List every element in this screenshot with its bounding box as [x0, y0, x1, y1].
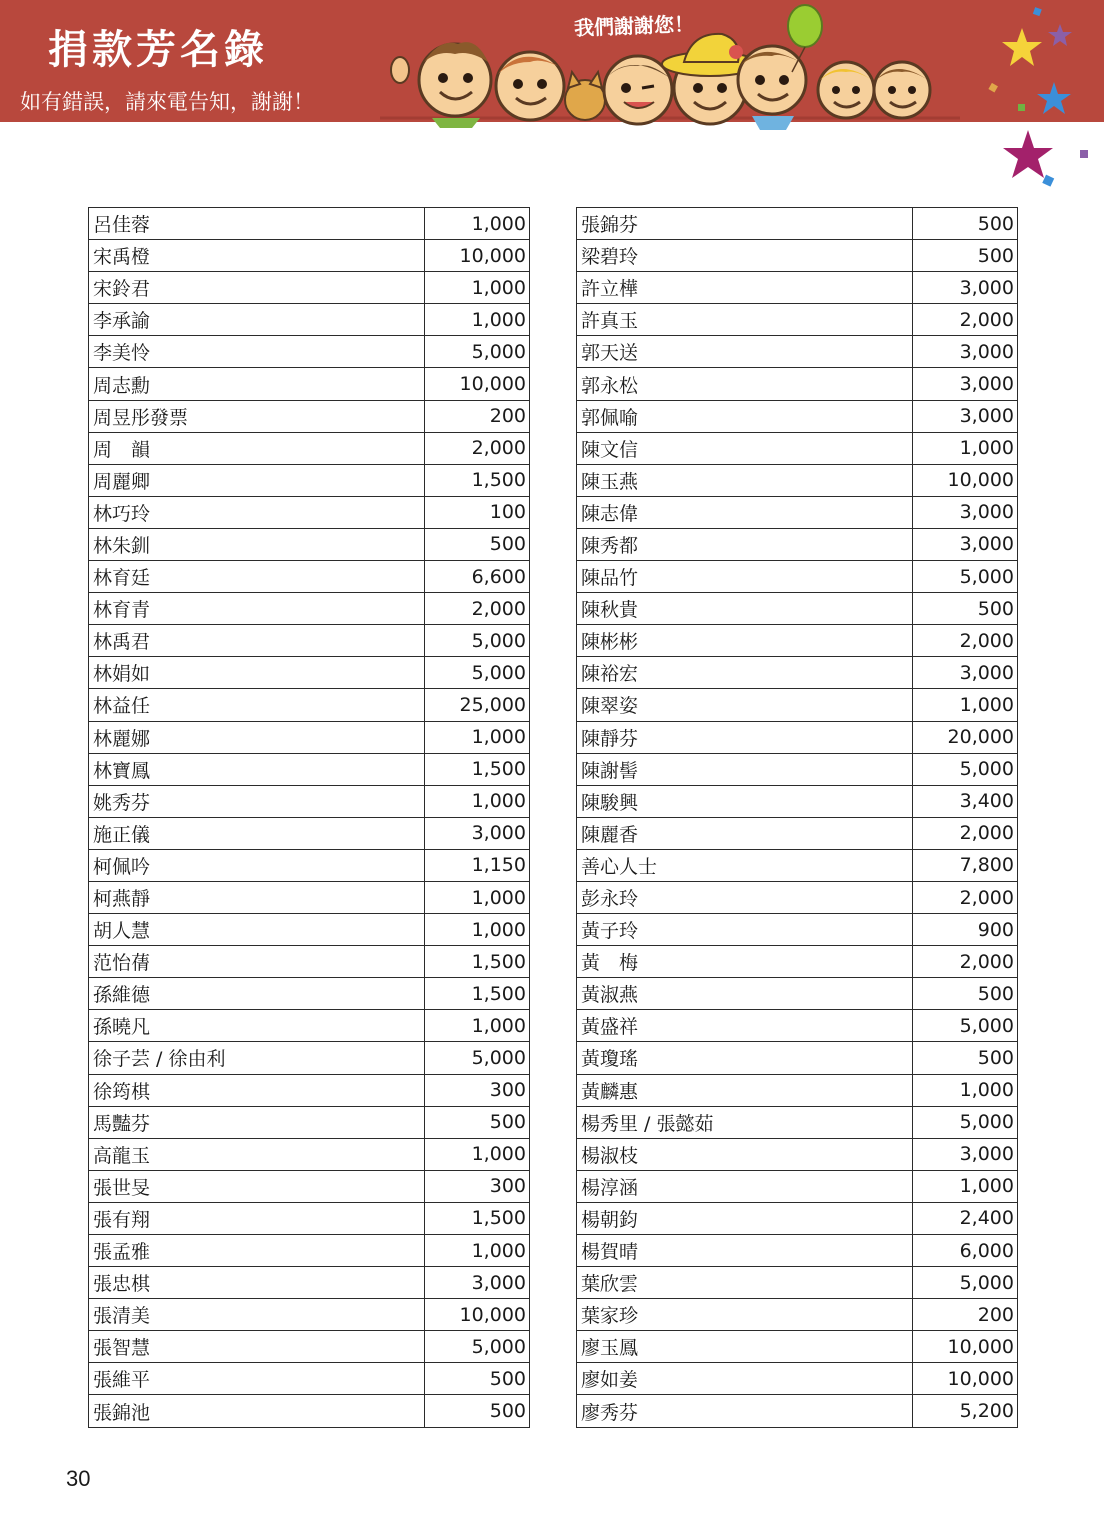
donor-row [89, 400, 530, 432]
donor-row [89, 1331, 530, 1363]
donor-name: 周志勳 [89, 368, 425, 400]
donor-row [577, 1010, 1018, 1042]
donor-row [577, 240, 1018, 272]
donation-amount: 500 [425, 1106, 530, 1138]
donor-name: 馬豔芬 [89, 1106, 425, 1138]
donor-name: 周麗卿 [89, 464, 425, 496]
donor-row [89, 1106, 530, 1138]
donor-row [89, 1010, 530, 1042]
donation-amount: 3,000 [425, 817, 530, 849]
donor-name: 張孟雅 [89, 1235, 425, 1267]
donation-amount: 3,000 [913, 496, 1018, 528]
donation-amount: 10,000 [913, 1331, 1018, 1363]
donor-row [577, 657, 1018, 689]
donation-amount: 500 [913, 208, 1018, 240]
donation-amount: 10,000 [425, 1299, 530, 1331]
donor-row [577, 625, 1018, 657]
donation-amount: 5,000 [425, 657, 530, 689]
donor-name: 張世旻 [89, 1170, 425, 1202]
donation-amount: 1,000 [425, 1235, 530, 1267]
donor-name: 孫曉凡 [89, 1010, 425, 1042]
donor-row [89, 1042, 530, 1074]
donor-name: 徐筠棋 [89, 1074, 425, 1106]
donor-name: 張有翔 [89, 1202, 425, 1234]
donor-name: 施正儀 [89, 817, 425, 849]
donation-amount: 900 [913, 914, 1018, 946]
donor-name: 郭佩喻 [577, 400, 913, 432]
donor-name: 黃麟惠 [577, 1074, 913, 1106]
donation-amount: 2,000 [913, 304, 1018, 336]
donor-row [89, 336, 530, 368]
donor-row [577, 946, 1018, 978]
donor-name: 許真玉 [577, 304, 913, 336]
donor-row [89, 1074, 530, 1106]
donor-name: 呂佳蓉 [89, 208, 425, 240]
donor-row [89, 304, 530, 336]
donor-name: 許立樺 [577, 272, 913, 304]
donation-amount: 6,600 [425, 561, 530, 593]
donor-name: 善心人士 [577, 849, 913, 881]
donor-name: 孫維德 [89, 978, 425, 1010]
donor-row [89, 1202, 530, 1234]
donor-row [89, 464, 530, 496]
donation-amount: 200 [425, 400, 530, 432]
donation-amount: 500 [425, 1395, 530, 1427]
donor-name: 楊秀里 / 張懿茹 [577, 1106, 913, 1138]
donor-row [89, 689, 530, 721]
donor-row [577, 1138, 1018, 1170]
donation-amount: 300 [425, 1074, 530, 1106]
donor-row [89, 817, 530, 849]
donor-row [89, 1395, 530, 1427]
donation-amount: 1,000 [425, 881, 530, 913]
donor-row [89, 881, 530, 913]
donor-row [89, 1267, 530, 1299]
donation-amount: 1,000 [425, 785, 530, 817]
donation-amount: 1,000 [425, 1010, 530, 1042]
page-title: 捐款芳名錄 [48, 26, 268, 73]
donor-row [577, 753, 1018, 785]
donor-row [89, 561, 530, 593]
donor-name: 楊淳涵 [577, 1170, 913, 1202]
donor-row [577, 432, 1018, 464]
donor-row [89, 593, 530, 625]
donation-amount: 200 [913, 1299, 1018, 1331]
donor-name: 楊賀晴 [577, 1235, 913, 1267]
donation-amount: 1,000 [425, 721, 530, 753]
donor-name: 楊朝鈞 [577, 1202, 913, 1234]
donor-name: 周 韻 [89, 432, 425, 464]
donor-name: 李承諭 [89, 304, 425, 336]
page-number: 30 [66, 1466, 91, 1491]
donor-name: 黃瓊瑤 [577, 1042, 913, 1074]
donor-row [577, 849, 1018, 881]
donor-name: 張忠棋 [89, 1267, 425, 1299]
donor-row [89, 721, 530, 753]
donor-row [577, 1042, 1018, 1074]
donor-row [89, 208, 530, 240]
donation-amount: 10,000 [913, 1363, 1018, 1395]
donation-amount: 2,000 [913, 946, 1018, 978]
donation-amount: 1,500 [425, 753, 530, 785]
donation-amount: 7,800 [913, 849, 1018, 881]
donor-name: 林寶鳳 [89, 753, 425, 785]
donor-name: 陳裕宏 [577, 657, 913, 689]
donor-row [89, 528, 530, 560]
donor-row [89, 1138, 530, 1170]
donor-row [89, 432, 530, 464]
donor-row [577, 464, 1018, 496]
donation-amount: 1,500 [425, 978, 530, 1010]
donor-name: 林朱釧 [89, 528, 425, 560]
donor-name: 陳駿興 [577, 785, 913, 817]
donation-amount: 3,000 [913, 657, 1018, 689]
donation-amount: 3,000 [913, 1138, 1018, 1170]
donation-amount: 10,000 [425, 368, 530, 400]
header-banner [0, 0, 1104, 122]
donation-amount: 1,500 [425, 464, 530, 496]
donor-row [577, 1074, 1018, 1106]
donor-row [577, 1202, 1018, 1234]
donor-name: 范怡蒨 [89, 946, 425, 978]
donor-row [89, 753, 530, 785]
donor-name: 徐子芸 / 徐由利 [89, 1042, 425, 1074]
donor-name: 葉家珍 [577, 1299, 913, 1331]
donor-row [577, 1267, 1018, 1299]
donor-name: 黃 梅 [577, 946, 913, 978]
donation-amount: 5,000 [913, 1010, 1018, 1042]
donation-amount: 500 [913, 593, 1018, 625]
donation-amount: 1,000 [425, 1138, 530, 1170]
donation-amount: 2,000 [425, 593, 530, 625]
donation-amount: 1,000 [913, 1074, 1018, 1106]
donor-name: 張維平 [89, 1363, 425, 1395]
donor-row [577, 1106, 1018, 1138]
donation-amount: 1,000 [425, 304, 530, 336]
donor-name: 郭天送 [577, 336, 913, 368]
donor-name: 林益任 [89, 689, 425, 721]
donation-amount: 500 [913, 240, 1018, 272]
donation-amount: 5,000 [425, 1331, 530, 1363]
donor-row [577, 368, 1018, 400]
donor-name: 葉欣雲 [577, 1267, 913, 1299]
donor-name: 李美怜 [89, 336, 425, 368]
donor-name: 陳靜芬 [577, 721, 913, 753]
donor-name: 張錦池 [89, 1395, 425, 1427]
donor-row [89, 1235, 530, 1267]
donor-name: 黃盛祥 [577, 1010, 913, 1042]
donor-row [577, 1299, 1018, 1331]
donor-row [89, 657, 530, 689]
donor-name: 張智慧 [89, 1331, 425, 1363]
donation-amount: 500 [913, 1042, 1018, 1074]
donor-row [577, 1395, 1018, 1427]
donor-row [577, 914, 1018, 946]
donor-row [577, 304, 1018, 336]
donation-amount: 1,150 [425, 849, 530, 881]
donor-name: 廖玉鳳 [577, 1331, 913, 1363]
donor-name: 姚秀芬 [89, 785, 425, 817]
donor-name: 陳翠姿 [577, 689, 913, 721]
donation-amount: 5,000 [913, 1106, 1018, 1138]
donor-row [577, 1235, 1018, 1267]
donor-name: 林育廷 [89, 561, 425, 593]
donor-row [577, 272, 1018, 304]
donation-amount: 25,000 [425, 689, 530, 721]
donor-name: 黃子玲 [577, 914, 913, 946]
donation-amount: 2,000 [425, 432, 530, 464]
donation-amount: 1,000 [913, 689, 1018, 721]
donor-name: 林娟如 [89, 657, 425, 689]
donation-amount: 1,000 [913, 1170, 1018, 1202]
page-subtitle: 如有錯誤，請來電告知，謝謝！ [20, 90, 314, 114]
donation-amount: 2,400 [913, 1202, 1018, 1234]
donor-row [89, 240, 530, 272]
donation-amount: 1,000 [425, 208, 530, 240]
donor-name: 周昱彤發票 [89, 400, 425, 432]
donor-row [89, 625, 530, 657]
donation-amount: 3,400 [913, 785, 1018, 817]
thanks-text: 我們謝謝您！ [573, 11, 695, 41]
donor-row [577, 785, 1018, 817]
donor-name: 黃淑燕 [577, 978, 913, 1010]
donor-row [577, 528, 1018, 560]
donor-name: 張錦芬 [577, 208, 913, 240]
donor-row [577, 593, 1018, 625]
donor-row [577, 400, 1018, 432]
donation-amount: 5,000 [913, 1267, 1018, 1299]
donation-amount: 100 [425, 496, 530, 528]
donor-row [89, 1363, 530, 1395]
donation-amount: 500 [425, 1363, 530, 1395]
donor-name: 林麗娜 [89, 721, 425, 753]
donation-amount: 20,000 [913, 721, 1018, 753]
donor-row [577, 496, 1018, 528]
donor-row [89, 368, 530, 400]
donor-name: 陳麗香 [577, 817, 913, 849]
donor-row [577, 208, 1018, 240]
donation-amount: 1,500 [425, 946, 530, 978]
donor-row [577, 689, 1018, 721]
donor-name: 林禹君 [89, 625, 425, 657]
donation-amount: 1,000 [913, 432, 1018, 464]
donor-table-left [88, 207, 530, 1428]
cartoon-kids-illustration [380, 0, 960, 140]
donation-amount: 1,000 [425, 914, 530, 946]
donor-name: 陳志偉 [577, 496, 913, 528]
donation-amount: 2,000 [913, 817, 1018, 849]
donation-amount: 3,000 [913, 336, 1018, 368]
donor-row [577, 721, 1018, 753]
donor-row [577, 978, 1018, 1010]
donation-amount: 6,000 [913, 1235, 1018, 1267]
donor-row [89, 785, 530, 817]
donor-row [89, 946, 530, 978]
donation-amount: 300 [425, 1170, 530, 1202]
donation-amount: 500 [425, 528, 530, 560]
donation-amount: 5,000 [425, 336, 530, 368]
donor-name: 陳文信 [577, 432, 913, 464]
donor-name: 胡人慧 [89, 914, 425, 946]
donor-row [89, 914, 530, 946]
donation-amount: 3,000 [913, 400, 1018, 432]
donor-name: 柯佩吟 [89, 849, 425, 881]
donor-name: 陳謝髻 [577, 753, 913, 785]
donor-name: 宋鈴君 [89, 272, 425, 304]
donor-row [577, 1170, 1018, 1202]
donation-amount: 1,500 [425, 1202, 530, 1234]
donor-name: 陳彬彬 [577, 625, 913, 657]
donor-name: 高龍玉 [89, 1138, 425, 1170]
donation-amount: 5,200 [913, 1395, 1018, 1427]
donor-row [89, 272, 530, 304]
donation-amount: 2,000 [913, 625, 1018, 657]
donation-amount: 5,000 [425, 1042, 530, 1074]
donor-row [577, 817, 1018, 849]
donation-amount: 10,000 [913, 464, 1018, 496]
donor-row [577, 336, 1018, 368]
donor-name: 宋禹橙 [89, 240, 425, 272]
donor-name: 陳秋貴 [577, 593, 913, 625]
donor-row [89, 978, 530, 1010]
donor-name: 廖秀芬 [577, 1395, 913, 1427]
donor-name: 梁碧玲 [577, 240, 913, 272]
donation-amount: 500 [913, 978, 1018, 1010]
donor-name: 彭永玲 [577, 881, 913, 913]
donor-name: 林育青 [89, 593, 425, 625]
donor-row [89, 849, 530, 881]
donation-amount: 5,000 [913, 561, 1018, 593]
donor-row [89, 1299, 530, 1331]
donation-amount: 5,000 [425, 625, 530, 657]
donation-amount: 2,000 [913, 881, 1018, 913]
donor-row [89, 1170, 530, 1202]
donation-amount: 3,000 [913, 368, 1018, 400]
donation-amount: 10,000 [425, 240, 530, 272]
star-confetti-decoration [960, 0, 1104, 200]
donor-table-right [576, 207, 1018, 1428]
donor-name: 陳品竹 [577, 561, 913, 593]
donation-amount: 3,000 [913, 272, 1018, 304]
donor-row [577, 881, 1018, 913]
donation-amount: 3,000 [913, 528, 1018, 560]
donor-name: 張清美 [89, 1299, 425, 1331]
donor-row [577, 1331, 1018, 1363]
donor-name: 陳玉燕 [577, 464, 913, 496]
donor-name: 廖如姜 [577, 1363, 913, 1395]
donor-row [89, 496, 530, 528]
donation-amount: 5,000 [913, 753, 1018, 785]
donor-name: 楊淑枝 [577, 1138, 913, 1170]
donor-name: 林巧玲 [89, 496, 425, 528]
donor-name: 陳秀都 [577, 528, 913, 560]
donor-row [577, 1363, 1018, 1395]
donation-amount: 1,000 [425, 272, 530, 304]
donor-name: 柯燕靜 [89, 881, 425, 913]
donor-name: 郭永松 [577, 368, 913, 400]
donation-amount: 3,000 [425, 1267, 530, 1299]
donor-row [577, 561, 1018, 593]
